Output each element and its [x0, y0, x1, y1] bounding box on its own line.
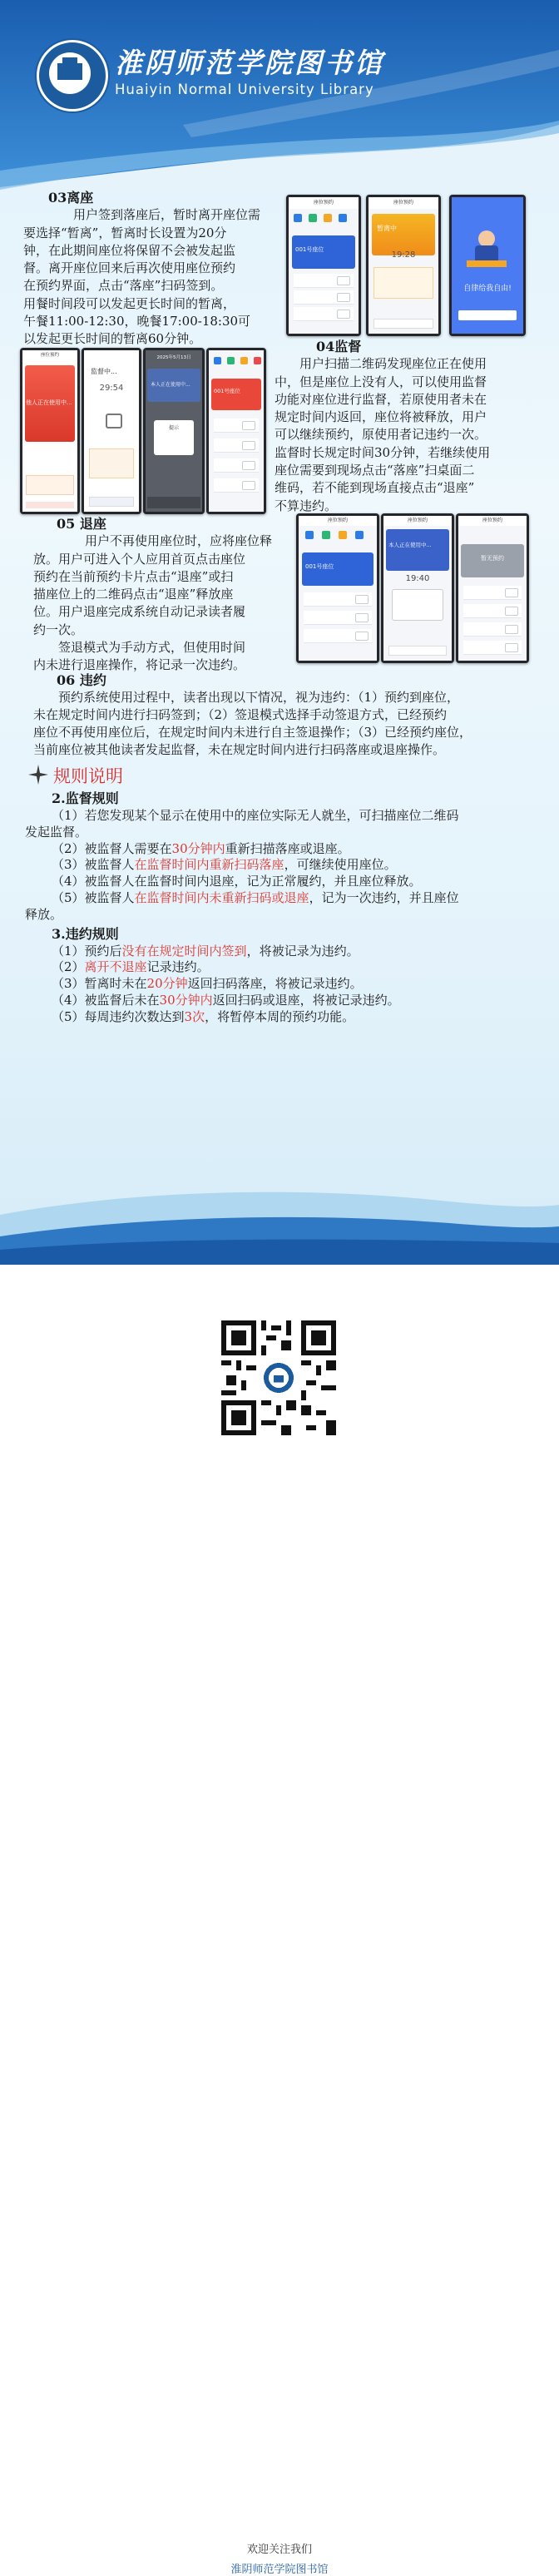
text-line: 位。用户退座完成系统自动记录读者履	[33, 604, 246, 620]
text-line: 可以继续预约，原使用者记违约一次。	[275, 427, 487, 443]
screenshot-checkout-list	[296, 513, 379, 663]
seat-card: 001号座位	[302, 552, 373, 586]
text-line: 未在规定时间内进行扫码签到；（2）签退模式选择手动签退方式，已经预约	[33, 707, 448, 722]
section-04-title: 04监督	[316, 339, 362, 354]
screenshot-supervising	[82, 348, 141, 514]
screenshot-checkout-dialog	[381, 513, 454, 663]
screen-title: 座位预约	[299, 516, 377, 526]
bottom-wave	[0, 1157, 559, 1265]
section-04	[275, 338, 549, 515]
section-06	[33, 671, 549, 759]
text-line: 要选择“暂离”，暂离时长设置为20分	[23, 225, 227, 240]
rule-item: 发起监督。	[25, 824, 88, 840]
text-line: 用户扫描二维码发现座位正在使用	[299, 356, 487, 372]
self-status: 本人正在使用中...	[151, 382, 190, 388]
self-status: 本人正在使用中...	[388, 542, 432, 548]
text-line: 功能对座位进行监督，若原使用者未在	[275, 391, 487, 407]
text-line: 用餐时间段可以发起更长时间的暂离，	[23, 295, 236, 311]
screenshot-away	[366, 195, 441, 336]
rule-group-title: 2.监督规则	[52, 790, 119, 806]
section-05	[33, 515, 291, 675]
text-line: 以发起更长时间的暂离60分钟。	[23, 331, 202, 347]
screenshot-free	[449, 195, 526, 336]
screenshot-seat-list	[286, 195, 361, 336]
text-line: 座位需要到现场点击“落座”扫桌面二	[275, 463, 475, 478]
text-line: 签退模式为手动方式，但使用时间	[58, 640, 246, 656]
rule-item: （2）离开不退座记录违约。	[52, 959, 210, 975]
rule-item: （2）被监督人需要在30分钟内重新扫描落座或退座。	[52, 840, 350, 856]
text-line: 用户不再使用座位时，应将座位释	[85, 533, 273, 549]
screen-title: 座位预约	[369, 197, 438, 209]
text-line: 当前座位被其他读者发起监督，未在规定时间内进行扫码落座或退座操作。	[33, 742, 446, 757]
text-line: 约一次。	[33, 622, 84, 637]
sparkle-icon	[28, 765, 48, 785]
text-line: 座位不再使用座位后，在规定时间内未进行自主签退操作；（3）已经预约座位，	[33, 725, 472, 740]
rule-group-title: 3.违约规则	[52, 925, 119, 942]
text-line: 中，但是座位上没有人，可以使用监督	[275, 374, 487, 389]
away-status: 暂离中	[372, 214, 435, 255]
library-title-cn: 淮阴师范学院图书馆	[115, 47, 384, 79]
text-line: 用户签到落座后，暂时离开座位需	[73, 207, 261, 223]
supervise-time: 29:54	[99, 384, 124, 393]
rule-item: （3）暂离时未在20分钟返回扫码落座，将被记录违约。	[52, 976, 363, 992]
motto-text: 自律给我自由!	[463, 285, 512, 293]
rule-item: （4）被监督人在监督时间内退座，记为正常履约，并且座位释放。	[52, 874, 422, 889]
seat-card: 001号座位	[211, 379, 261, 410]
text-line: 午餐11:00-12:30，晚餐17:00-18:30可	[23, 314, 251, 329]
supervise-title: 监督中...	[91, 368, 117, 375]
section-05-title: 05 退座	[57, 516, 106, 532]
dialog-title: 提示	[168, 425, 179, 431]
text-line: 钟，在此期间座位将保留不会被发起监	[23, 242, 236, 258]
section-06-title: 06 违约	[57, 672, 106, 688]
screen-date: 2025年5月13日	[156, 355, 191, 360]
rule-item: （5）被监督人在监督时间内未重新扫码或退座，记为一次违约，并且座位	[52, 889, 459, 905]
text-line: 督。离开座位回来后再次使用座位预约	[23, 260, 236, 276]
poster	[0, 0, 559, 1265]
screenshot-dialog	[143, 348, 205, 514]
rule-item: 释放。	[25, 906, 63, 922]
screen-title: 座位预约	[458, 516, 527, 526]
rule-item: （3）被监督人在监督时间内重新扫码落座，可继续使用座位。	[52, 857, 397, 873]
rule-item: （1）预约后没有在规定时间内签到，将被记录为违约。	[52, 943, 359, 959]
library-name: 淮阴师范学院图书馆	[230, 2564, 329, 2576]
library-logo	[37, 40, 108, 111]
rules-heading: 规则说明	[53, 766, 123, 786]
text-line: 内未进行退座操作，将记录一次违约。	[33, 657, 246, 673]
text-line: 监督时长规定时间30分钟，若继续使用	[275, 444, 491, 460]
screenshot-seat-list-2	[206, 348, 266, 514]
qr-code[interactable]	[221, 1320, 336, 1435]
text-line: 预约系统使用过程中，读者出现以下情况，视为违约：（1）预约到座位，	[58, 690, 460, 705]
countdown-time: 19:28	[391, 250, 416, 260]
text-line: 规定时间内返回，座位将被释放，用户	[275, 409, 487, 425]
library-title-en: Huaiyin Normal University Library	[115, 82, 374, 97]
screen-title: 座位预约	[40, 353, 59, 358]
text-line: 放。用户可进入个人应用首页点击座位	[33, 551, 246, 567]
rule-item: （4）被监督后未在30分钟内返回扫码或退座，将被记录违约。	[52, 992, 400, 1008]
occupied-status: 他人正在使用中...	[26, 399, 72, 406]
usage-time: 19:40	[405, 574, 430, 583]
text-line: 维码，若不能到现场直接点击“退座”	[275, 480, 475, 496]
screen-title: 座位预约	[383, 516, 452, 526]
section-03-title: 03离座	[48, 190, 94, 206]
rules-section	[25, 763, 549, 1026]
text-line: 在预约界面，点击“落座”扫码签到。	[23, 278, 224, 294]
empty-status: 暂无预约	[461, 544, 524, 577]
rule-item: （1）若您发现某个显示在使用中的座位实际无人就坐，可扫描座位二维码	[52, 808, 459, 823]
screenshot-occupied	[20, 348, 80, 514]
section-03	[23, 189, 298, 349]
seat-card: 001号座位	[292, 235, 355, 269]
screen-title: 座位预约	[289, 197, 359, 209]
rule-item: （5）每周违约次数达到3次，将暂停本周的预约功能。	[52, 1008, 355, 1024]
text-line: 预约在当前预约卡片点击“退座”或扫	[33, 568, 234, 584]
screenshot-no-reservation	[456, 513, 529, 663]
text-line: 描座位上的二维码点击“退座”释放座	[33, 587, 234, 602]
text-line: 不算违约。	[275, 498, 338, 513]
follow-text: 欢迎关注我们	[246, 2544, 312, 2556]
